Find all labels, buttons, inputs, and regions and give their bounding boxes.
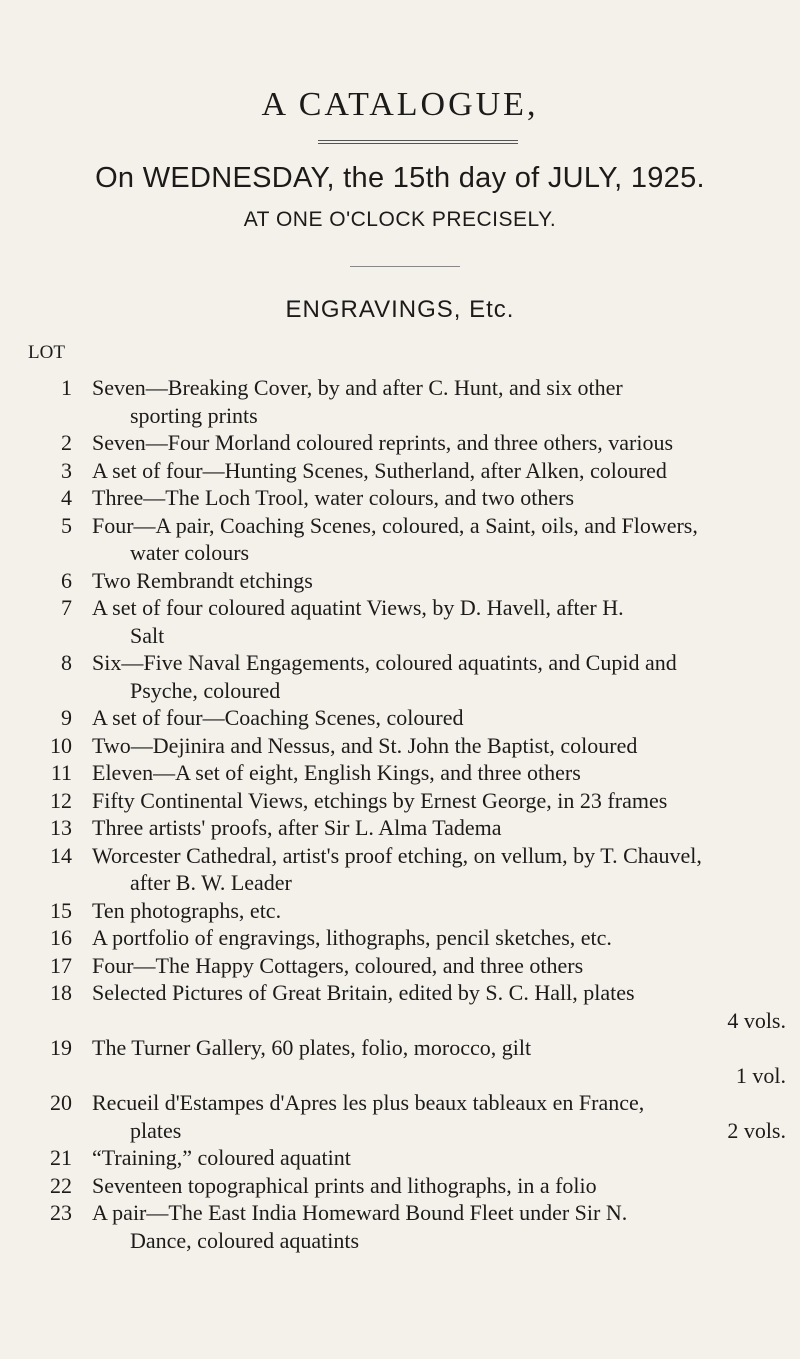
lot-row xyxy=(28,1144,788,1172)
lot-description xyxy=(92,1172,788,1200)
lot-column-label: LOT xyxy=(28,342,65,363)
lot-row xyxy=(28,897,788,925)
lot-number: 4 xyxy=(61,485,72,510)
lot-number: 13 xyxy=(50,815,72,840)
lot-description xyxy=(92,759,788,787)
lot-description-continuation xyxy=(92,402,788,430)
lot-number: 1 xyxy=(61,375,72,400)
lot-row xyxy=(28,1034,788,1089)
lot-row xyxy=(28,952,788,980)
lot-description xyxy=(92,567,788,595)
lot-description xyxy=(92,732,788,760)
lot-description-line: “Training,” coloured aquatint xyxy=(92,1145,351,1170)
lot-number: 6 xyxy=(61,567,72,593)
lot-number: 15 xyxy=(50,897,72,923)
lot-description-line: A set of four coloured aquatint Views, by D. Havell, after H. xyxy=(92,595,624,620)
lot-description-continuation xyxy=(92,539,788,567)
lot-description-line: Eleven—A set of eight, English Kings, and three others xyxy=(92,760,581,785)
lot-description xyxy=(92,457,788,485)
lot-number: 17 xyxy=(50,952,72,978)
lot-description-line: Three—The Loch Trool, water colours, and two others xyxy=(92,485,575,510)
lot-row xyxy=(28,759,788,787)
lot-volumes: 4 vols. xyxy=(727,1007,786,1033)
lot-description-continuation xyxy=(92,869,788,897)
lot-row xyxy=(28,842,788,897)
lot-number: 21 xyxy=(50,1145,72,1170)
lot-row xyxy=(28,484,788,512)
lot-description-line: plates xyxy=(130,1117,182,1143)
divider xyxy=(350,266,460,267)
lot-volumes: 1 vol. xyxy=(735,1062,786,1088)
title-rule xyxy=(318,140,518,144)
lot-description-line: A set of four—Coaching Scenes, coloured xyxy=(92,705,464,730)
lot-description-line: after B. W. Leader xyxy=(130,870,292,895)
lot-description-line: Fifty Continental Views, etchings by Ernest George, in 23 frames xyxy=(92,787,668,813)
lot-description xyxy=(92,374,788,429)
lot-description xyxy=(92,952,788,980)
lot-description-line: Selected Pictures of Great Britain, edited by S. C. Hall, plates xyxy=(92,980,635,1005)
lot-number: 12 xyxy=(50,787,72,813)
lot-list xyxy=(28,374,788,1254)
page-title: A CATALOGUE, xyxy=(261,86,539,123)
lot-description-line: Seven—Breaking Cover, by and after C. Hunt, and six other xyxy=(92,375,623,400)
lot-row xyxy=(28,649,788,704)
lot-description-line: Psyche, coloured xyxy=(130,677,281,703)
lot-description-line: water colours xyxy=(130,540,250,565)
section-heading: ENGRAVINGS, Etc. xyxy=(285,296,515,323)
lot-description xyxy=(92,1034,788,1089)
lot-description-line: A portfolio of engravings, lithographs, pencil sketches, etc. xyxy=(92,925,612,950)
lot-description-line: Three artists' proofs, after Sir L. Alma Tadema xyxy=(92,815,502,840)
lot-description xyxy=(92,787,788,815)
lot-description xyxy=(92,842,788,897)
lot-description-line: Salt xyxy=(130,622,165,648)
lot-row xyxy=(28,979,788,1034)
lot-description-line: Two Rembrandt etchings xyxy=(92,567,313,593)
lot-description xyxy=(92,1089,788,1144)
lot-number: 11 xyxy=(50,760,72,785)
lot-description xyxy=(92,1144,788,1172)
lot-row xyxy=(28,732,788,760)
lot-volumes: 2 vols. xyxy=(727,1117,786,1143)
lot-row xyxy=(28,429,788,457)
lot-row xyxy=(28,704,788,732)
lot-row xyxy=(28,924,788,952)
lot-description-line: The Turner Gallery, 60 plates, folio, morocco, gilt xyxy=(92,1035,532,1060)
lot-description xyxy=(92,897,788,925)
lot-description xyxy=(92,704,788,732)
lot-description xyxy=(92,484,788,512)
lot-description-line: Worcester Cathedral, artist's proof etching, on vellum, by T. Chauvel, xyxy=(92,842,702,868)
lot-number: 23 xyxy=(50,1200,72,1225)
lot-description xyxy=(92,649,788,704)
lot-number: 16 xyxy=(50,925,72,950)
lot-description-continuation xyxy=(92,1117,788,1145)
lot-row xyxy=(28,594,788,649)
lot-number: 2 xyxy=(61,430,72,455)
lot-description-line: A pair—The East India Homeward Bound Fleet under Sir N. xyxy=(92,1200,628,1225)
lot-number: 3 xyxy=(61,457,72,483)
lot-description-continuation xyxy=(92,677,788,705)
lot-description-line: Recueil d'Estampes d'Apres les plus beaux tableaux en France, xyxy=(92,1090,645,1115)
lot-description-continuation xyxy=(92,1227,788,1255)
lot-number: 9 xyxy=(61,705,72,730)
lot-description-line: Six—Five Naval Engagements, coloured aquatints, and Cupid and xyxy=(92,650,677,675)
lot-description xyxy=(92,429,788,457)
lot-description-continuation xyxy=(92,622,788,650)
lot-description-line: Four—The Happy Cottagers, coloured, and three others xyxy=(92,952,584,978)
lot-row xyxy=(28,567,788,595)
lot-number: 22 xyxy=(50,1172,72,1198)
lot-description-line: Dance, coloured aquatints xyxy=(130,1227,360,1253)
lot-description xyxy=(92,512,788,567)
lot-number: 18 xyxy=(50,980,72,1005)
lot-row xyxy=(28,1172,788,1200)
lot-description xyxy=(92,1199,788,1254)
lot-description xyxy=(92,814,788,842)
lot-description-line: A set of four—Hunting Scenes, Sutherland, after Alken, coloured xyxy=(92,457,667,483)
lot-number: 14 xyxy=(50,842,72,868)
lot-number: 10 xyxy=(50,732,72,758)
lot-number: 20 xyxy=(50,1090,72,1115)
lot-description xyxy=(92,979,788,1034)
lot-description-continuation xyxy=(92,1062,788,1090)
lot-number: 5 xyxy=(61,512,72,538)
lot-number: 19 xyxy=(50,1035,72,1060)
lot-number: 7 xyxy=(61,595,72,620)
sale-time: AT ONE O'CLOCK PRECISELY. xyxy=(243,208,557,231)
lot-number: 8 xyxy=(61,650,72,675)
lot-description xyxy=(92,924,788,952)
lot-description-line: sporting prints xyxy=(130,402,258,428)
lot-description-line: Seventeen topographical prints and lithographs, in a folio xyxy=(92,1172,597,1198)
lot-row xyxy=(28,814,788,842)
lot-row xyxy=(28,787,788,815)
lot-row xyxy=(28,1089,788,1144)
lot-description xyxy=(92,594,788,649)
lot-description-line: Ten photographs, etc. xyxy=(92,897,282,923)
lot-row xyxy=(28,1199,788,1254)
lot-description-continuation xyxy=(92,1007,788,1035)
sale-date: On WEDNESDAY, the 15th day of JULY, 1925. xyxy=(95,162,705,194)
lot-row xyxy=(28,457,788,485)
lot-row xyxy=(28,512,788,567)
lot-description-line: Two—Dejinira and Nessus, and St. John the Baptist, coloured xyxy=(92,732,638,758)
lot-description-line: Seven—Four Morland coloured reprints, and three others, various xyxy=(92,430,674,455)
lot-row xyxy=(28,374,788,429)
lot-description-line: Four—A pair, Coaching Scenes, coloured, a Saint, oils, and Flowers, xyxy=(92,512,698,538)
